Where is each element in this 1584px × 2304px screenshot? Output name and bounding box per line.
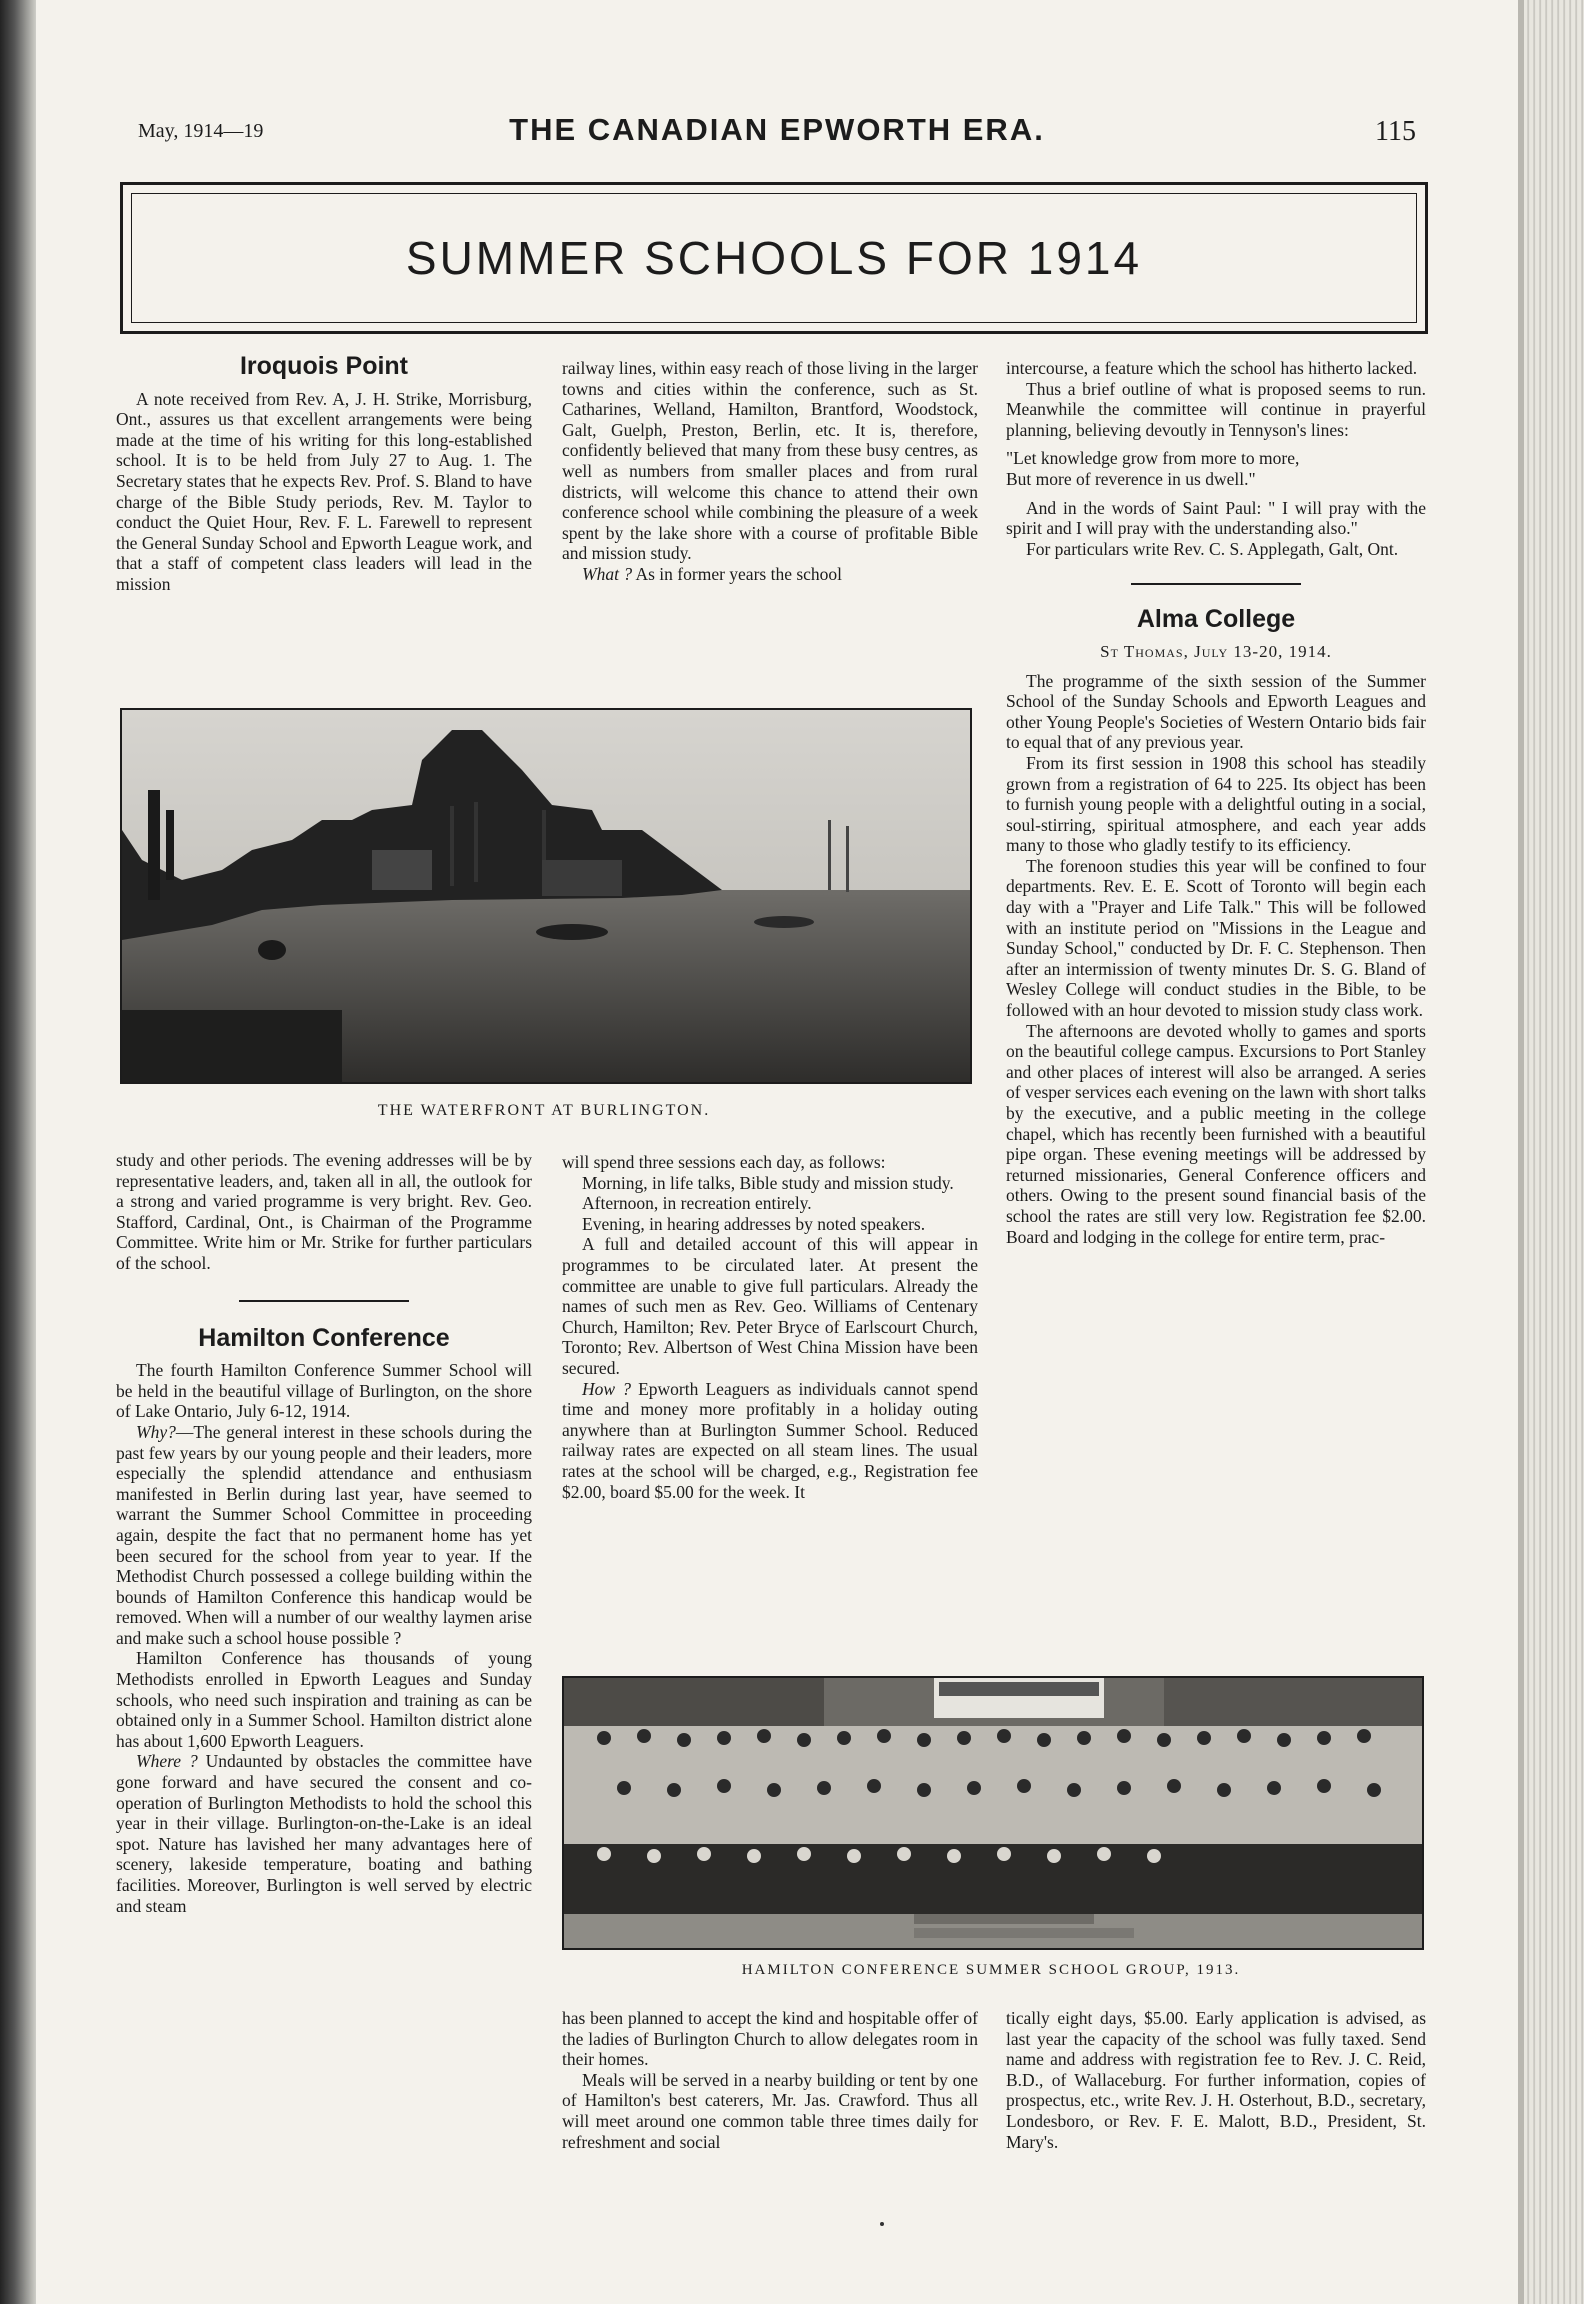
alma-paragraph-4: The afternoons are devoted wholly to games and sports on the beautiful college campus. Excursions to Port Stanley and other places of interest will also be arranged. A series of vesper services each evening on the lawn with short talks by the executive, and a public meeting in the college chapel, which has recently been furnished with a beautiful pipe organ. These evening meetings will be addressed by returned missionaries, General Conference officers and others. Owing to the present sound financial basis of the school the rates are still very low. Registration fee $2.00. Board and lodging in the college for entire term, prac- (1006, 1020, 1426, 1247)
tennyson-quote (1006, 448, 1426, 489)
page-stack (1524, 0, 1584, 2304)
group-image (564, 1678, 1422, 1948)
waterfront-photo (120, 708, 972, 1084)
sessions-paragraph: will spend three sessions each day, as follows: (562, 1152, 886, 1172)
quote-line-1: "Let knowledge grow from more to more, (1006, 448, 1300, 469)
running-head (138, 112, 1416, 156)
hamilton-where-paragraph (116, 1751, 532, 1916)
quote-line-2: But more of reverence in us dwell." (1006, 468, 1256, 489)
afternoon-line: Afternoon, in recreation entirely. (582, 1193, 812, 1214)
section-heading-iroquois: Iroquois Point (239, 352, 409, 380)
why-lead: Why? (136, 1421, 176, 1442)
article-banner (120, 182, 1428, 334)
applegath-paragraph: For particulars write Rev. C. S. Applegath, Galt, Ont. (1026, 538, 1399, 559)
banner-frame (131, 193, 1417, 323)
hamilton-outline-paragraph: Thus a brief outline of what is proposed seems to run. Meanwhile the committee will continue in prayerful planning, believing devoutly in Tennyson's lines: (1006, 378, 1426, 440)
evening-line: Evening, in hearing addresses by noted speakers. (582, 1213, 926, 1234)
printer-mark (880, 2222, 884, 2226)
section-divider (239, 1300, 409, 1302)
group-caption: HAMILTON CONFERENCE SUMMER SCHOOL GROUP, 1913. (741, 1962, 1241, 1978)
hamilton-how-paragraph (562, 1379, 978, 1503)
column-middle-middle (562, 1152, 978, 1502)
waterfront-caption: THE WATERFRONT AT BURLINGTON. (377, 1102, 711, 1119)
what-lead: What ? (582, 563, 633, 584)
issue-date: May, 1914—19 (138, 120, 264, 142)
where-text: Undaunted by obstacles the committee have gone forward and have secured the consent and co-operation of Burlington Methodists to hold the school this year in their village. Burlington-on-the-Lake is an ideal spot. Nature has lavished her many advantages here of scenery, lakeside temperature, boating and bathing facilities. Moreover, Burlington is well served by electric and steam (116, 1751, 532, 1916)
morning-line: Morning, in life talks, Bible study and mission study. (582, 1172, 954, 1193)
saint-paul-paragraph: And in the words of Saint Paul: " I will pray with the spirit and I will pray with the understanding also." (1006, 497, 1426, 539)
column-left-top (116, 352, 532, 595)
alma-paragraph-3: The forenoon studies this year will be confined to four departments. Rev. E. E. Scott of Toronto will begin each day with a "Prayer and Life Talk." This will be followed with an institute period on "Missions in the League and Sunday School," conducted by Dr. F. C. Stephenson. Then after an intermission of twenty minutes Dr. S. G. Bland of Wesley College will conduct studies in the Bible, to be followed with an hour devoted to mission study class work. (1006, 855, 1426, 1021)
column-middle-top (562, 358, 978, 585)
section-heading-hamilton: Hamilton Conference (198, 1323, 450, 1352)
how-lead: How ? (582, 1378, 631, 1399)
alma-paragraph-2: From its first session in 1908 this school has steadily grown from a registration of 64 to 225. Its object has been to furnish young people with a delightful outing in a social, soul-stirring, spiritual atmosphere, and each year adds many to those who gladly testify to its efficiency. (1006, 752, 1426, 856)
programme-paragraph: A full and detailed account of this will appear in programmes to be circulated later. At present the committee are unable to give full particulars. Already the names of such men as Rev. Geo. Williams of Centenary Church, Hamilton; Rev. Peter Bryce of Earlscourt Church, Toronto; Rev. Albertson of West China Mission have been secured. (562, 1234, 978, 1378)
hamilton-railway-paragraph: railway lines, within easy reach of those living in the larger towns and cities within the conference, such as St. Catharines, Welland, Hamilton, Brantford, Woodstock, Galt, Guelph, Preston, Berlin, etc. It is, therefore, confidently believed that many from these busy centres, as well as numbers from smaller places and from rural districts, will welcome this chance to attend their own conference school while combining the pleasure of a week spent by the lake shore with a course of profitable Bible and mission study. (562, 358, 978, 564)
hamilton-intro: The fourth Hamilton Conference Summer School will be held in the beautiful village of Burlington, on the shore of Lake Ontario, July 6-12, 1914. (116, 1360, 532, 1422)
hamilton-what-paragraph (562, 564, 978, 585)
column-left-bottom (116, 1150, 532, 1916)
iroquois-paragraph: A note received from Rev. A, J. H. Strike, Morrisburg, Ont., assures us that excellent arrangements were being made at the time of his writing for this long-established school. It is to be held from July 27 to Aug. 1. The Secretary states that he expects Rev. Prof. S. Bland to have charge of the Bible Study periods, Rev. M. Taylor to conduct the Quiet Hour, Rev. F. L. Farewell to represent the General Sunday School and Epworth League work, and that a staff of competent class leaders will lead in the mission (116, 388, 532, 594)
alma-paragraph-1: The programme of the sixth session of the Summer School of the Sunday Schools and Epworth Leagues and other Young People's Societies of Western Ontario bids fair to equal that of any previous year. (1006, 670, 1426, 753)
where-lead: Where ? (136, 1751, 198, 1772)
iroquois-continued: study and other periods. The evening addresses will be by representative leaders, and, taken all in all, the outlook for a strong and varied programme is very bright. Rev. Geo. Stafford, Cardinal, Ont., is Chairman of the Programme Committee. Write him or Mr. Strike for further particulars of the school. (116, 1150, 532, 1273)
section-heading-alma: Alma College (1136, 605, 1296, 634)
page-number: 115 (1375, 116, 1416, 147)
hamilton-why-paragraph (116, 1422, 532, 1649)
meals-paragraph: Meals will be served in a nearby building or tent by one of Hamilton's best caterers, Mr. Jas. Crawford. Thus all will meet around one common table three times daily for refreshment and social (562, 2069, 978, 2152)
column-middle-bottom (562, 2008, 978, 2152)
binding-gutter (0, 0, 36, 2304)
publication-title: THE CANADIAN EPWORTH ERA. (509, 112, 1045, 147)
waterfront-image (122, 710, 970, 1082)
hamilton-thousands-paragraph: Hamilton Conference has thousands of young Methodists enrolled in Epworth Leagues and Sunday schools, who need such inspiration and training as can be obtained only in a Summer School. Hamilton district alone has about 1,600 Epworth Leaguers. (116, 1648, 532, 1751)
section-divider (1131, 583, 1301, 585)
article-title: SUMMER SCHOOLS FOR 1914 (405, 232, 1143, 284)
alma-continued: tically eight days, $5.00. Early application is advised, as last year the capacity of the school was fully taxed. Send name and address with registration fee to Rev. J. C. Reid, B.D., of Wallaceburg. For further information, copies of prospectus, etc., write Rev. J. H. Osterhout, B.D., secretary, Londesboro, or Rev. F. E. Malott, B.D., President, St. Mary's. (1006, 2008, 1426, 2152)
alma-dateline: St Thomas, July 13-20, 1914. (1100, 641, 1332, 661)
hospitality-paragraph: has been planned to accept the kind and hospitable offer of the ladies of Burlington Church to allow delegates room in their homes. (562, 2008, 978, 2070)
why-text: —The general interest in these schools during the past few years by our young people and their leaders, more especially the splendid attendance and enthusiasm manifested in Berlin during last year, have seemed to warrant the Summer School Committee in proceeding again, despite the fact that no permanent home has yet been secured for the school from year to year. If the Methodist Church possessed a college building within the bounds of Hamilton Conference this handicap would be removed. When will a number of our wealthy laymen arise and make such a school house possible ? (116, 1421, 532, 1648)
what-text: As in former years the school (632, 563, 843, 584)
group-photo (562, 1676, 1424, 1950)
how-text: Epworth Leaguers as individuals cannot spend time and money more profitably in a holiday outing anywhere than at Burlington Summer School. Reduced railway rates are expected on all steam lines. The usual rates at the school will be charged, e.g., Registration fee $2.00, board $5.00 for the week. It (562, 1378, 978, 1502)
column-right-top (1006, 358, 1426, 1247)
hamilton-intercourse-paragraph: intercourse, a feature which the school has hitherto lacked. (1006, 358, 1418, 378)
column-right-bottom (1006, 2008, 1426, 2152)
